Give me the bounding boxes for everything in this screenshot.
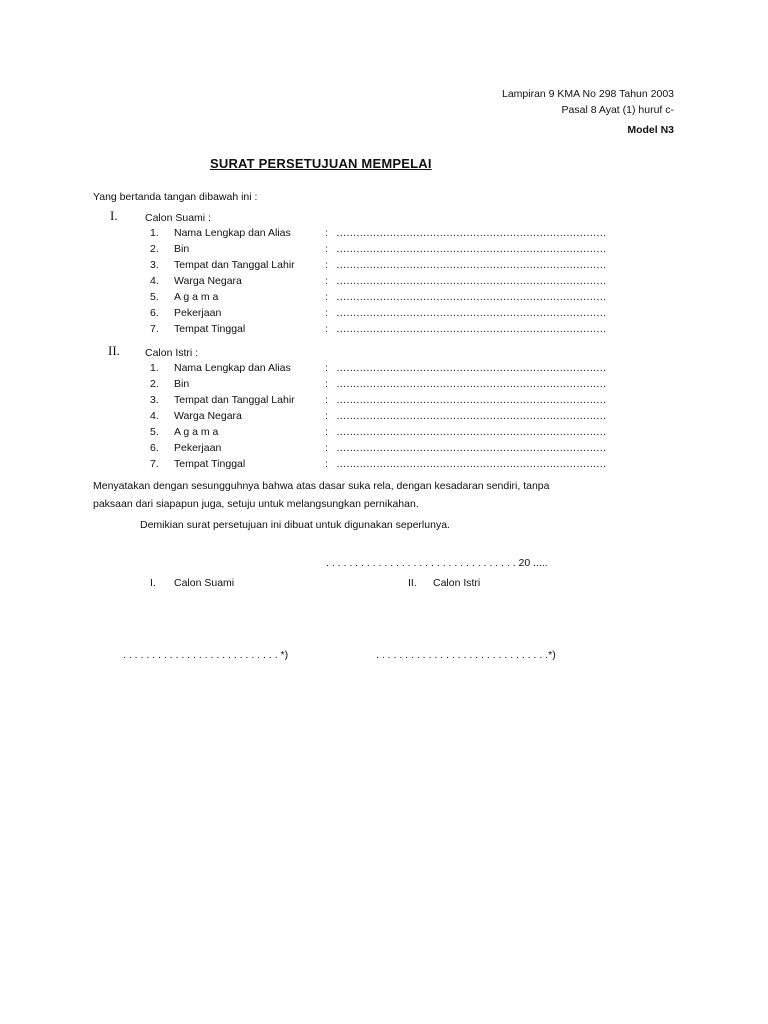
field-blank-line: ……………………………………………………………………… xyxy=(336,410,606,422)
field-number: 5. xyxy=(150,291,159,303)
field-label: Tempat dan Tanggal Lahir xyxy=(174,259,295,271)
field-row xyxy=(0,243,768,259)
field-blank-line: ……………………………………………………………………… xyxy=(336,243,606,255)
field-row xyxy=(0,394,768,410)
signature-roman-left: I. xyxy=(150,577,156,589)
field-blank-line: ……………………………………………………………………… xyxy=(336,442,606,454)
field-label: Bin xyxy=(174,243,190,255)
field-colon: : xyxy=(325,458,328,470)
section-roman-2: II. xyxy=(108,343,120,358)
header-article: Pasal 8 Ayat (1) huruf c- xyxy=(561,104,674,116)
field-colon: : xyxy=(325,362,328,374)
field-row xyxy=(0,291,768,307)
section-label-calon-istri: Calon Istri : xyxy=(145,347,199,359)
document-title: SURAT PERSETUJUAN MEMPELAI xyxy=(210,156,432,171)
field-label: A g a m a xyxy=(174,291,219,303)
field-number: 4. xyxy=(150,410,159,422)
field-colon: : xyxy=(325,442,328,454)
field-blank-line: ……………………………………………………………………… xyxy=(336,227,606,239)
signature-line-bride: . . . . . . . . . . . . . . . . . . . . . . . . . . . . . .*) xyxy=(376,649,556,661)
field-number: 7. xyxy=(150,323,159,335)
field-number: 6. xyxy=(150,442,159,454)
field-blank-line: ……………………………………………………………………… xyxy=(336,394,606,406)
signature-label-bride: Calon Istri xyxy=(433,577,481,589)
field-row xyxy=(0,307,768,323)
field-row xyxy=(0,362,768,378)
field-number: 3. xyxy=(150,394,159,406)
field-label: A g a m a xyxy=(174,426,219,438)
field-label: Pekerjaan xyxy=(174,442,222,454)
field-colon: : xyxy=(325,323,328,335)
field-row xyxy=(0,458,768,474)
section-roman-1: I. xyxy=(110,208,118,223)
date-place-line: . . . . . . . . . . . . . . . . . . . . . . . . . . . . . . . . . 20 ..... xyxy=(326,557,548,569)
field-row xyxy=(0,259,768,275)
field-label: Warga Negara xyxy=(174,275,242,287)
field-row xyxy=(0,378,768,394)
field-colon: : xyxy=(325,426,328,438)
field-colon: : xyxy=(325,275,328,287)
field-row xyxy=(0,275,768,291)
section-label-calon-suami: Calon Suami : xyxy=(145,212,211,224)
field-row xyxy=(0,442,768,458)
field-colon: : xyxy=(325,378,328,390)
field-colon: : xyxy=(325,291,328,303)
header-reference: Lampiran 9 KMA No 298 Tahun 2003 xyxy=(501,88,674,100)
intro-text: Yang bertanda tangan dibawah ini : xyxy=(93,191,258,203)
field-label: Nama Lengkap dan Alias xyxy=(174,362,291,374)
field-number: 2. xyxy=(150,243,159,255)
field-colon: : xyxy=(325,307,328,319)
field-number: 3. xyxy=(150,259,159,271)
field-label: Tempat dan Tanggal Lahir xyxy=(174,394,295,406)
signature-roman-right: II. xyxy=(408,577,417,589)
field-label: Warga Negara xyxy=(174,410,242,422)
field-blank-line: ……………………………………………………………………… xyxy=(336,378,606,390)
field-colon: : xyxy=(325,259,328,271)
model-code: Model N3 xyxy=(627,124,674,136)
field-blank-line: ……………………………………………………………………… xyxy=(336,291,606,303)
field-number: 5. xyxy=(150,426,159,438)
field-number: 7. xyxy=(150,458,159,470)
field-row xyxy=(0,323,768,339)
signature-label-groom: Calon Suami xyxy=(174,577,235,589)
statement-paragraph: Menyatakan dengan sesungguhnya bahwa atas dasar suka rela, dengan kesadaran sendiri, tanpa paksaan dari siapapun juga, setuju untuk melangsungkan pernikahan. xyxy=(93,480,550,510)
field-number: 2. xyxy=(150,378,159,390)
field-label: Tempat Tinggal xyxy=(174,458,246,470)
signature-line-groom: . . . . . . . . . . . . . . . . . . . . . . . . . . . *) xyxy=(123,649,289,661)
field-blank-line: ……………………………………………………………………… xyxy=(336,323,606,335)
field-row xyxy=(0,227,768,243)
field-row xyxy=(0,410,768,426)
field-number: 1. xyxy=(150,227,159,239)
field-blank-line: ……………………………………………………………………… xyxy=(336,458,606,470)
field-label: Bin xyxy=(174,378,190,390)
field-blank-line: ……………………………………………………………………… xyxy=(336,426,606,438)
closing-sentence: Demikian surat persetujuan ini dibuat untuk digunakan seperlunya. xyxy=(140,519,450,531)
field-blank-line: ……………………………………………………………………… xyxy=(336,275,606,287)
field-number: 1. xyxy=(150,362,159,374)
field-colon: : xyxy=(325,394,328,406)
field-label: Pekerjaan xyxy=(174,307,222,319)
field-number: 4. xyxy=(150,275,159,287)
field-number: 6. xyxy=(150,307,159,319)
field-label: Nama Lengkap dan Alias xyxy=(174,227,291,239)
field-colon: : xyxy=(325,243,328,255)
field-blank-line: ……………………………………………………………………… xyxy=(336,307,606,319)
field-blank-line: ……………………………………………………………………… xyxy=(336,362,606,374)
field-blank-line: ……………………………………………………………………… xyxy=(336,259,606,271)
field-row xyxy=(0,426,768,442)
field-colon: : xyxy=(325,227,328,239)
field-label: Tempat Tinggal xyxy=(174,323,246,335)
field-colon: : xyxy=(325,410,328,422)
